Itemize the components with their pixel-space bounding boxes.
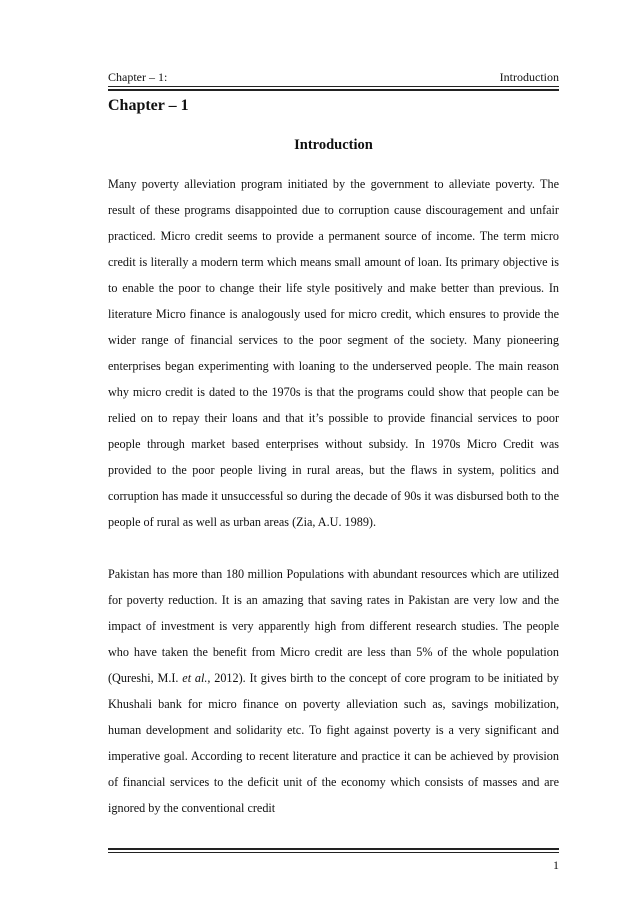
running-header (108, 70, 559, 84)
page-number: 1 (553, 858, 559, 872)
header-chapter-label: Chapter – 1: (108, 70, 168, 84)
body-paragraph-2 (108, 561, 559, 821)
chapter-title: Chapter – 1 (108, 97, 189, 114)
citation-et-al: et al., (182, 671, 211, 685)
header-section-label: Introduction (499, 70, 559, 84)
footer-rule-thin (108, 852, 559, 853)
body-paragraph-1: Many poverty alleviation program initiated by the government to alleviate poverty. The result of these programs disappointed due to corruption cause discouragement and unfair practiced. Micro credit seems to provide a permanent source of income. The term micro credit is literally a modern term which means small amount of loan. Its primary objective is to enable the poor to change their life style positively and make better than previous. In literature Micro finance is analogously used for micro credit, which ensures to provide the wider range of financial services to the poor segment of the society. Many pioneering enterprises began experimenting with loaning to the underserved people. The main reason why micro credit is dated to the 1970s is that the programs could show that people can be relied on to repay their loans and that it’s possible to provide financial services to poor people through market based enterprises without subsidy. In 1970s Micro Credit was provided to the poor people living in rural areas, but the flaws in system, politics and corruption has made it unsuccessful so during the decade of 90s it was disbursed both to the people of rural as well as urban areas (Zia, A.U. 1989). (108, 177, 559, 529)
paragraph-2-text-start: Pakistan has more than 180 million Populations with abundant resources which are utilized for poverty reduction. It is an amazing that saving rates in Pakistan are very low and the impact of investment is very apparently high from different research studies. The people who have taken the benefit from Micro credit are less than 5% of the whole population (Qureshi, M.I. (108, 567, 559, 685)
paragraph-2-text-end: 2012). It gives birth to the concept of core program to be initiated by Khushali bank for micro finance on poverty alleviation such as, savings mobilization, human development and solidarity etc. To fight against poverty is a very significant and imperative goal. According to recent literature and practice it can be achieved by provision of financial services to the deficit unit of the economy which consists of masses and are ignored by the conventional credit (108, 671, 560, 815)
header-rule-thick (108, 89, 559, 91)
header-rule-thin (108, 86, 559, 87)
footer-rule-thick (108, 848, 559, 850)
section-title: Introduction (294, 137, 373, 153)
